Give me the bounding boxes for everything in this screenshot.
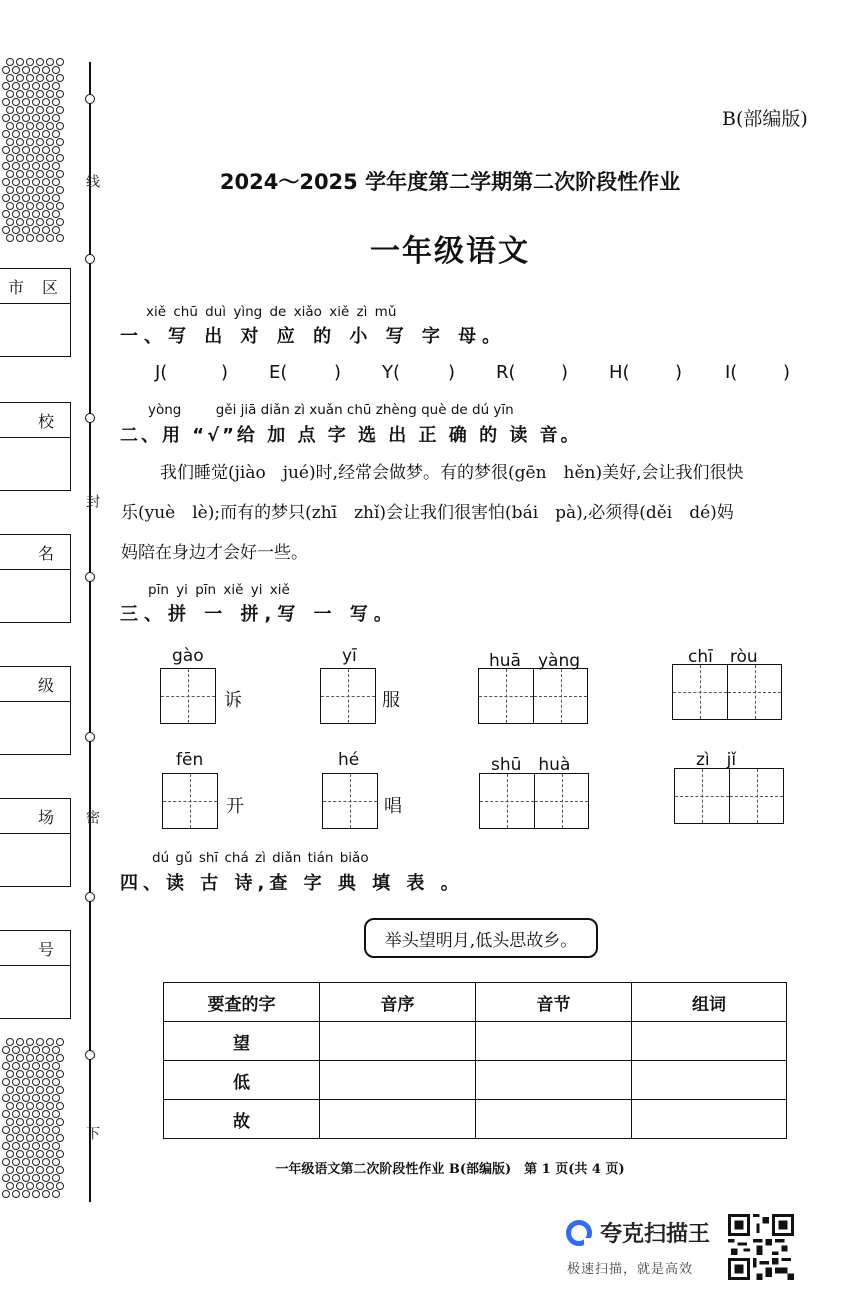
poem-box — [364, 918, 598, 958]
pattern-circle — [32, 114, 40, 122]
pattern-circle — [32, 1126, 40, 1134]
label-exam-room: 场 — [37, 807, 54, 827]
pattern-circle — [42, 1062, 50, 1070]
letter-blank[interactable]: ) — [783, 362, 791, 383]
pattern-circle — [12, 1142, 20, 1150]
pattern-circle — [42, 82, 50, 90]
pattern-circle — [12, 114, 20, 122]
exam-title: 2024～2025 学年度第二学期第二次阶段性作业 — [219, 170, 681, 194]
pattern-circle — [32, 1142, 40, 1150]
lookup-char: 望 — [164, 1022, 320, 1061]
grid-pinyin: yī — [342, 646, 357, 666]
pattern-circle — [6, 1134, 14, 1142]
letter-blank[interactable]: ) — [334, 362, 342, 383]
pattern-circle — [32, 1062, 40, 1070]
grid-pinyin: chī ròu — [688, 647, 758, 667]
pattern-circle — [52, 1126, 60, 1134]
pattern-circle — [6, 1102, 14, 1110]
pattern-circle — [56, 90, 64, 98]
pattern-circle — [46, 58, 54, 66]
pattern-circle — [22, 1078, 30, 1086]
page-footer: 一年级语文第二次阶段性作业 B(部编版) 第 1 页(共 4 页) — [275, 1162, 625, 1177]
city-district-box[interactable] — [0, 268, 71, 357]
pattern-circle — [42, 1190, 50, 1198]
pattern-circle — [16, 218, 24, 226]
pattern-circle — [2, 1094, 10, 1102]
pattern-circle — [16, 1102, 24, 1110]
pattern-circle — [22, 98, 30, 106]
pattern-circle — [16, 90, 24, 98]
grid-pinyin: gào — [172, 646, 204, 666]
pattern-circle — [36, 1102, 44, 1110]
pattern-circle — [26, 154, 34, 162]
pattern-circle — [56, 1134, 64, 1142]
pattern-circle — [46, 202, 54, 210]
seal-line-mark: 线 — [84, 174, 100, 188]
pattern-circle — [16, 154, 24, 162]
pattern-circle — [42, 1142, 50, 1150]
pattern-circle — [6, 202, 14, 210]
seal-line-mark: 密 — [84, 810, 100, 824]
pattern-circle — [2, 114, 10, 122]
pattern-circle — [36, 58, 44, 66]
table-header: 组词 — [632, 983, 787, 1022]
pattern-circle — [6, 154, 14, 162]
answer-cell[interactable] — [632, 1022, 787, 1061]
pattern-circle — [6, 1118, 14, 1126]
pattern-circle — [12, 210, 20, 218]
pattern-circle — [52, 210, 60, 218]
pattern-circle — [22, 1046, 30, 1054]
pattern-circle — [46, 1134, 54, 1142]
writing-grid[interactable] — [479, 773, 589, 829]
pattern-circle — [56, 1054, 64, 1062]
pattern-circle — [52, 1190, 60, 1198]
pattern-circle — [56, 1070, 64, 1078]
pattern-circle — [56, 122, 64, 130]
pattern-circle — [36, 1182, 44, 1190]
pattern-circle — [12, 66, 20, 74]
pattern-circle — [46, 1086, 54, 1094]
given-char: 诉 — [224, 690, 242, 711]
pattern-circle — [26, 1102, 34, 1110]
dictionary-lookup-table — [163, 982, 787, 1139]
q4-heading: 四、读 古 诗,查 字 典 填 表 。 — [120, 873, 464, 894]
pattern-circle — [36, 1054, 44, 1062]
pattern-circle — [56, 154, 64, 162]
pattern-circle — [52, 130, 60, 138]
pattern-circle — [26, 1070, 34, 1078]
table-header: 音节 — [476, 983, 632, 1022]
pattern-circle — [16, 122, 24, 130]
pattern-circle — [46, 122, 54, 130]
seal-line-mark: 下 — [84, 1126, 100, 1140]
pattern-circle — [52, 114, 60, 122]
pattern-circle — [46, 154, 54, 162]
pattern-circle — [42, 210, 50, 218]
pattern-circle — [2, 82, 10, 90]
pattern-circle — [22, 1126, 30, 1134]
seal-line-mark: 封 — [84, 494, 100, 508]
pattern-circle — [52, 1142, 60, 1150]
pattern-circle — [2, 1110, 10, 1118]
pattern-circle — [6, 1086, 14, 1094]
pattern-circle — [12, 146, 20, 154]
pattern-circle — [52, 66, 60, 74]
q4-pinyin: dú gǔ shī chá zì diǎn tián biǎo — [152, 850, 369, 866]
writing-grid[interactable] — [322, 773, 378, 829]
pattern-circle — [46, 1150, 54, 1158]
pattern-circle — [36, 1038, 44, 1046]
label-seat-number: 号 — [37, 939, 54, 959]
pattern-circle — [52, 1110, 60, 1118]
pattern-circle — [2, 146, 10, 154]
pattern-circle — [32, 66, 40, 74]
pattern-circle — [6, 90, 14, 98]
pattern-circle — [56, 1118, 64, 1126]
pattern-circle — [32, 130, 40, 138]
pattern-circle — [46, 74, 54, 82]
q2-paragraph-line: 妈陪在身边才会好一些。 — [121, 543, 308, 563]
pattern-circle — [56, 106, 64, 114]
pattern-circle — [42, 1110, 50, 1118]
pattern-circle — [6, 74, 14, 82]
pattern-circle — [6, 1054, 14, 1062]
grid-pinyin: zì jǐ — [696, 750, 737, 770]
pattern-circle — [6, 138, 14, 146]
pattern-circle — [12, 98, 20, 106]
pattern-circle — [12, 1094, 20, 1102]
pattern-circle — [46, 90, 54, 98]
q1-heading: 一、写 出 对 应 的 小 写 字 母。 — [120, 326, 507, 347]
given-char: 开 — [226, 796, 244, 817]
pattern-circle — [26, 202, 34, 210]
pattern-circle — [56, 202, 64, 210]
pattern-circle — [16, 1118, 24, 1126]
binding-ring — [85, 892, 95, 902]
table-header: 要查的字 — [164, 983, 320, 1022]
pattern-circle — [46, 106, 54, 114]
answer-cell[interactable] — [320, 1100, 476, 1139]
pattern-circle — [32, 1078, 40, 1086]
pattern-circle — [22, 66, 30, 74]
pattern-circle — [12, 1126, 20, 1134]
grid-pinyin: fēn — [176, 750, 204, 770]
pattern-circle — [46, 1102, 54, 1110]
label-school: 校 — [37, 411, 54, 431]
pattern-circle — [2, 1142, 10, 1150]
edition-label: B(部编版) — [722, 108, 808, 130]
pattern-circle — [42, 114, 50, 122]
pattern-circle — [36, 1134, 44, 1142]
pattern-circle — [6, 1070, 14, 1078]
pattern-circle — [52, 98, 60, 106]
grid-pinyin: shū huà — [491, 755, 571, 775]
pattern-circle — [12, 82, 20, 90]
pattern-circle — [22, 82, 30, 90]
letter-h: H( — [609, 362, 630, 383]
seat-number-box[interactable] — [0, 930, 71, 1019]
pattern-circle — [12, 1046, 20, 1054]
pattern-circle — [2, 130, 10, 138]
letter-y: Y( — [382, 362, 401, 383]
writing-grid[interactable] — [672, 664, 782, 720]
pattern-circle — [32, 1190, 40, 1198]
poem-text: 举头望明月,低头思故乡。 — [384, 930, 578, 951]
pattern-circle — [6, 122, 14, 130]
pattern-circle — [56, 138, 64, 146]
pattern-circle — [26, 1134, 34, 1142]
pattern-circle — [16, 58, 24, 66]
pattern-circle — [6, 1038, 14, 1046]
pattern-circle — [16, 1182, 24, 1190]
grid-pinyin: huā yàng — [489, 651, 581, 671]
letter-blank[interactable]: ) — [448, 362, 456, 383]
pattern-circle — [26, 106, 34, 114]
school-box[interactable] — [0, 402, 71, 491]
table-row — [164, 1061, 787, 1100]
pattern-circle — [42, 130, 50, 138]
subject-title: 一年级语文 — [370, 234, 530, 269]
pattern-circle — [16, 1070, 24, 1078]
pattern-circle — [22, 114, 30, 122]
pattern-circle — [32, 98, 40, 106]
pattern-circle — [52, 1062, 60, 1070]
pattern-circle — [26, 138, 34, 146]
grid-pinyin: hé — [338, 750, 360, 770]
pattern-circle — [26, 74, 34, 82]
pattern-circle — [42, 66, 50, 74]
binding-ring — [85, 1050, 95, 1060]
pattern-circle — [52, 1094, 60, 1102]
pattern-circle — [36, 1118, 44, 1126]
pattern-circle — [42, 98, 50, 106]
pattern-circle — [16, 74, 24, 82]
pattern-circle — [56, 218, 64, 226]
pattern-circle — [52, 146, 60, 154]
pattern-circle — [12, 1190, 20, 1198]
qr-code-icon — [728, 1214, 794, 1280]
pattern-circle — [52, 1078, 60, 1086]
given-char: 服 — [382, 690, 400, 711]
answer-cell[interactable] — [476, 1061, 632, 1100]
scanner-brand — [566, 1217, 710, 1248]
table-row — [164, 1022, 787, 1061]
label-class: 级 — [37, 675, 54, 695]
pattern-circle — [46, 1182, 54, 1190]
answer-cell[interactable] — [476, 1100, 632, 1139]
q2-paragraph-line: 乐(yuè lè);而有的梦只(zhī zhǐ)会让我们很害怕(bái pà),必须得(děi dé)妈 — [121, 503, 734, 523]
pattern-circle — [26, 1038, 34, 1046]
letter-e: E( — [269, 362, 288, 383]
pattern-circle — [46, 1038, 54, 1046]
pattern-circle — [56, 1038, 64, 1046]
letter-blank[interactable]: ) — [561, 362, 569, 383]
pattern-circle — [46, 1070, 54, 1078]
dot-pattern-top — [0, 58, 78, 244]
pattern-circle — [16, 1150, 24, 1158]
pattern-circle — [26, 58, 34, 66]
letter-blank[interactable]: ) — [221, 362, 229, 383]
pattern-circle — [32, 1046, 40, 1054]
pattern-circle — [42, 1046, 50, 1054]
pattern-circle — [26, 1150, 34, 1158]
writing-grid[interactable] — [674, 768, 784, 824]
pattern-circle — [26, 1086, 34, 1094]
pattern-circle — [16, 1134, 24, 1142]
pattern-circle — [42, 1094, 50, 1102]
pattern-circle — [36, 218, 44, 226]
pattern-circle — [42, 1078, 50, 1086]
pattern-circle — [22, 210, 30, 218]
brand-slogan: 极速扫描，就是高效 — [567, 1262, 694, 1277]
pattern-circle — [26, 1182, 34, 1190]
q3-heading: 三、拼 一 拼,写 一 写。 — [120, 604, 398, 625]
letter-blank[interactable]: ) — [675, 362, 683, 383]
q1-pinyin: xiě chū duì yìng de xiǎo xiě zì mǔ — [146, 304, 397, 320]
q2-heading: 二、用 “√”给 加 点 字 选 出 正 确 的 读 音。 — [120, 425, 582, 446]
pattern-circle — [26, 218, 34, 226]
pattern-circle — [46, 218, 54, 226]
pattern-circle — [22, 1094, 30, 1102]
pattern-circle — [6, 218, 14, 226]
pattern-circle — [16, 202, 24, 210]
writing-grid[interactable] — [478, 668, 588, 724]
pattern-circle — [2, 1190, 10, 1198]
answer-cell[interactable] — [476, 1022, 632, 1061]
answer-cell[interactable] — [320, 1022, 476, 1061]
pattern-circle — [6, 106, 14, 114]
pattern-circle — [12, 1110, 20, 1118]
pattern-circle — [2, 66, 10, 74]
pattern-circle — [36, 106, 44, 114]
class-box[interactable] — [0, 666, 71, 755]
pattern-circle — [2, 98, 10, 106]
pattern-circle — [6, 1150, 14, 1158]
pattern-circle — [52, 1046, 60, 1054]
pattern-circle — [32, 82, 40, 90]
pattern-circle — [22, 130, 30, 138]
pattern-circle — [12, 130, 20, 138]
writing-grid[interactable] — [320, 668, 376, 724]
pattern-circle — [22, 1110, 30, 1118]
answer-cell[interactable] — [632, 1100, 787, 1139]
answer-cell[interactable] — [320, 1061, 476, 1100]
pattern-circle — [36, 202, 44, 210]
pattern-circle — [46, 138, 54, 146]
pattern-circle — [36, 1150, 44, 1158]
lookup-char: 低 — [164, 1061, 320, 1100]
pattern-circle — [16, 106, 24, 114]
pattern-circle — [56, 58, 64, 66]
pattern-circle — [56, 1150, 64, 1158]
label-name: 名 — [37, 543, 54, 563]
pattern-circle — [12, 1078, 20, 1086]
pattern-circle — [32, 1094, 40, 1102]
binding-ring — [85, 732, 95, 742]
table-row — [164, 1100, 787, 1139]
label-city: 市 — [8, 277, 25, 297]
lookup-char: 故 — [164, 1100, 320, 1139]
pattern-circle — [22, 1062, 30, 1070]
pattern-circle — [32, 146, 40, 154]
pattern-circle — [6, 1182, 14, 1190]
binding-ring — [85, 94, 95, 104]
pattern-circle — [46, 1118, 54, 1126]
pattern-circle — [36, 122, 44, 130]
pattern-circle — [2, 1126, 10, 1134]
pattern-circle — [26, 1118, 34, 1126]
binding-ring — [85, 572, 95, 582]
given-char: 唱 — [384, 796, 402, 817]
exam-room-box[interactable] — [0, 798, 71, 887]
pattern-circle — [46, 1054, 54, 1062]
pattern-circle — [32, 210, 40, 218]
q2-pinyin: yòng gěi jiā diǎn zì xuǎn chū zhèng què de dú yīn — [148, 402, 514, 418]
letter-j: J( — [155, 362, 168, 383]
pattern-circle — [2, 1062, 10, 1070]
pattern-circle — [42, 1126, 50, 1134]
pattern-circle — [2, 1046, 10, 1054]
label-district: 区 — [42, 277, 59, 297]
pattern-circle — [32, 1110, 40, 1118]
pattern-circle — [16, 1086, 24, 1094]
quark-logo-icon — [566, 1220, 592, 1246]
pattern-circle — [36, 154, 44, 162]
pattern-circle — [6, 58, 14, 66]
table-header: 音序 — [320, 983, 476, 1022]
pattern-circle — [2, 210, 10, 218]
letter-r: R( — [496, 362, 516, 383]
pattern-circle — [2, 1078, 10, 1086]
pattern-circle — [36, 1086, 44, 1094]
letter-i: I( — [725, 362, 738, 383]
pattern-circle — [22, 1190, 30, 1198]
pattern-circle — [16, 138, 24, 146]
q3-pinyin: pīn yi pīn xiě yi xiě — [148, 582, 290, 598]
brand-name: 夸克扫描王 — [600, 1222, 711, 1247]
pattern-circle — [16, 1054, 24, 1062]
binding-ring — [85, 413, 95, 423]
pattern-circle — [56, 1182, 64, 1190]
pattern-circle — [42, 146, 50, 154]
pattern-circle — [56, 1102, 64, 1110]
pattern-circle — [36, 1070, 44, 1078]
pattern-circle — [56, 1086, 64, 1094]
pattern-circle — [36, 74, 44, 82]
pattern-circle — [56, 74, 64, 82]
pattern-circle — [52, 82, 60, 90]
pattern-circle — [26, 1054, 34, 1062]
pattern-circle — [22, 146, 30, 154]
name-box[interactable] — [0, 534, 71, 623]
q2-paragraph-line: 我们睡觉(jiào jué)时,经常会做梦。有的梦很(gēn hěn)美好,会让我们很快 — [160, 463, 744, 483]
pattern-circle — [26, 122, 34, 130]
writing-grid[interactable] — [160, 668, 216, 724]
pattern-circle — [16, 1038, 24, 1046]
pattern-circle — [36, 138, 44, 146]
pattern-circle — [12, 1062, 20, 1070]
answer-cell[interactable] — [632, 1061, 787, 1100]
writing-grid[interactable] — [162, 773, 218, 829]
table-header-row — [164, 983, 787, 1022]
pattern-circle — [26, 90, 34, 98]
pattern-circle — [22, 1142, 30, 1150]
pattern-circle — [36, 90, 44, 98]
